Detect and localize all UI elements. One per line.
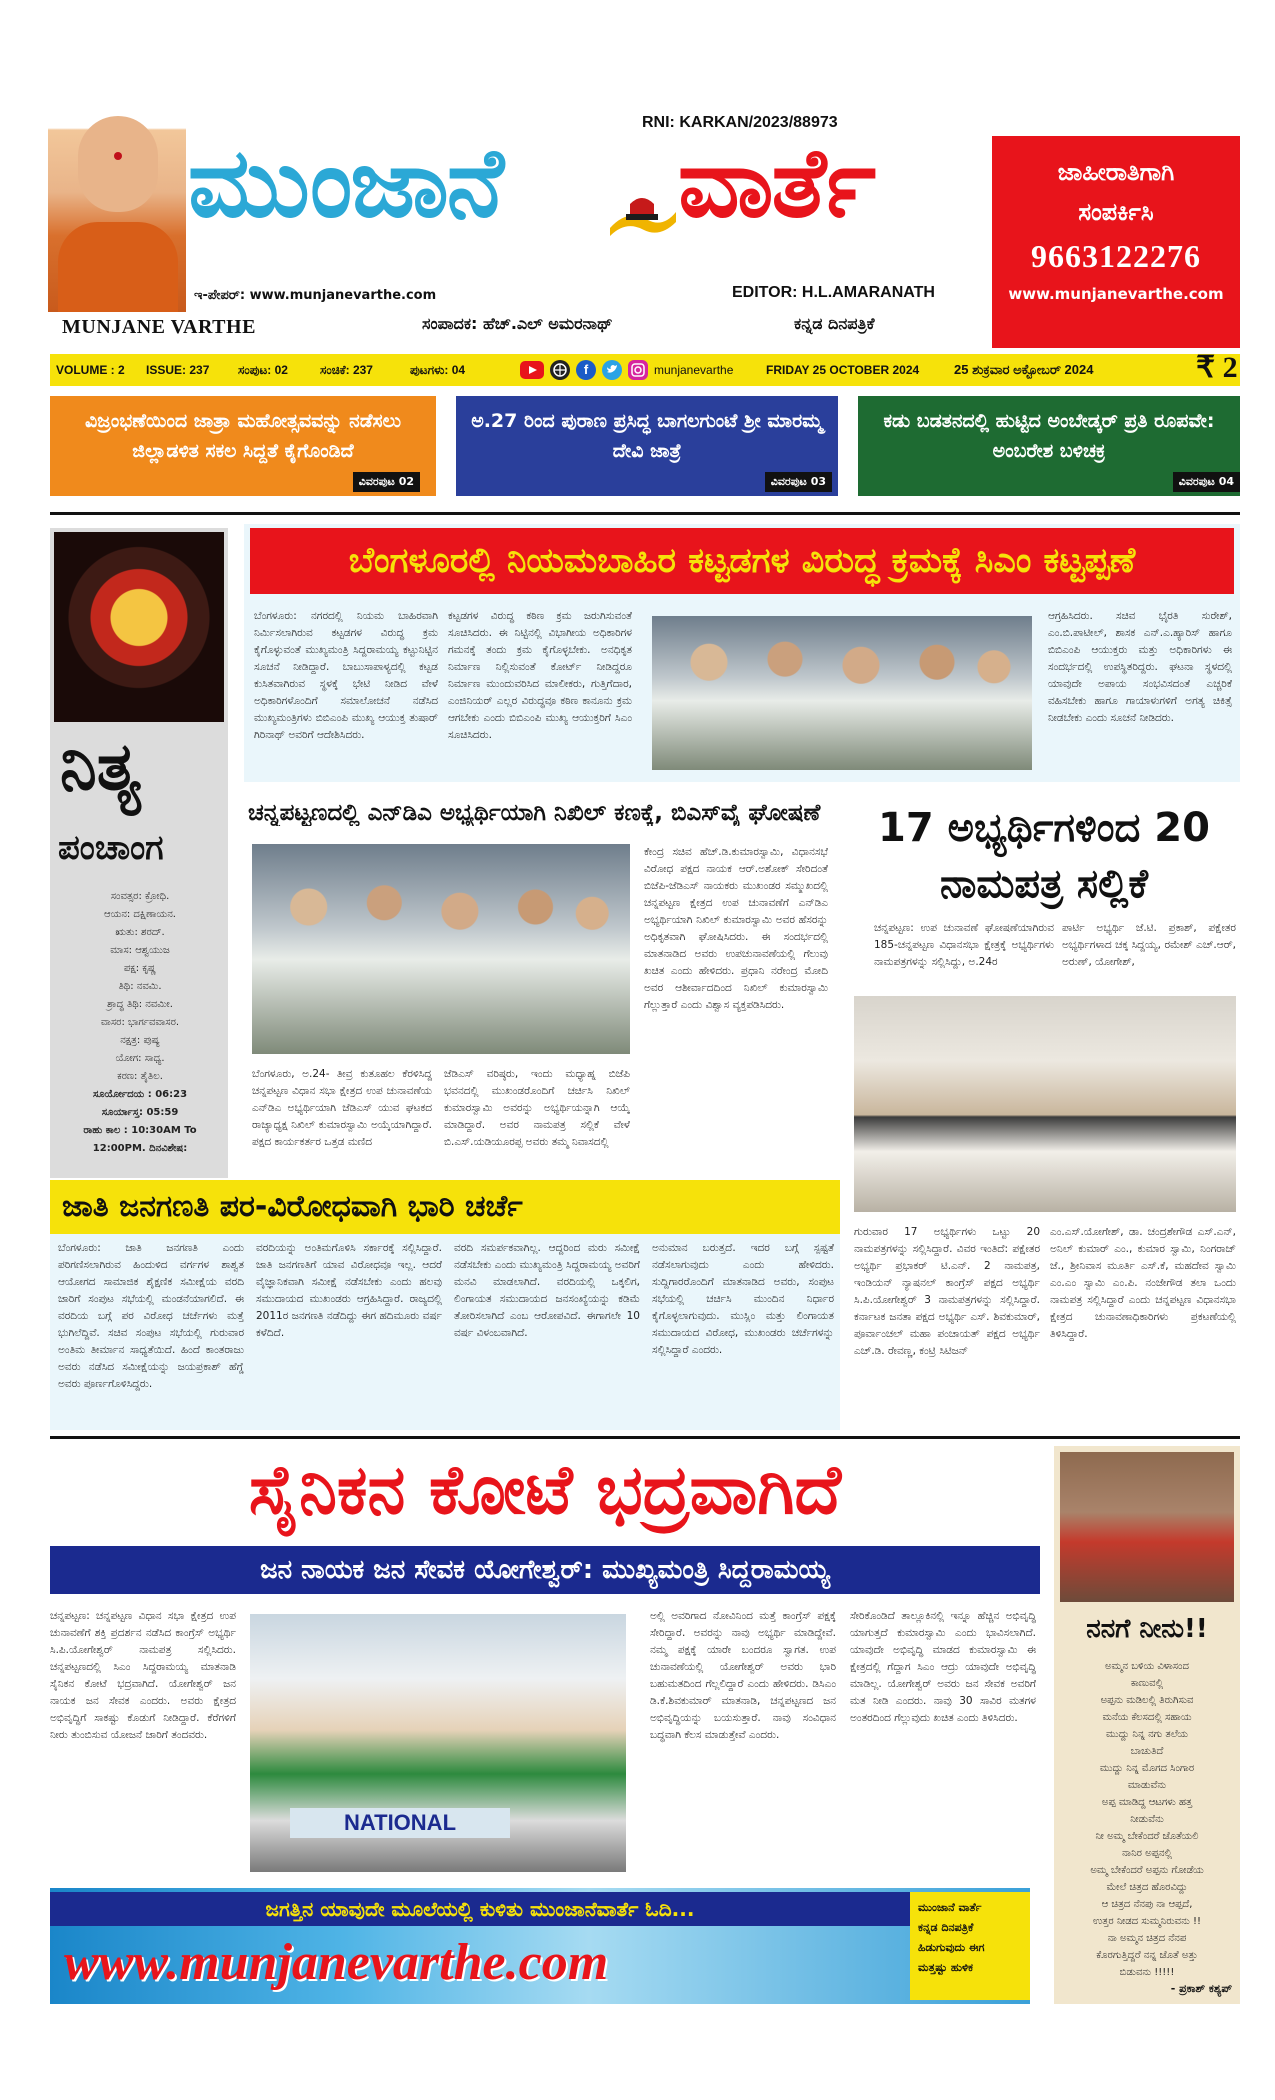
soldier-col-1: ಚನ್ನಪಟ್ಟಣ: ಚನ್ನಪಟ್ಟಣ ವಿಧಾನ ಸಭಾ ಕ್ಷೇತ್ರದ ಉಪ ಚುನಾವಣೆಗೆ ಶಕ್ತಿ ಪ್ರದರ್ಶನ ನಡೆಸಿದ ಕಾಂಗ್ರೆಸ್ ಅಭ್ಯರ್ಥಿ ಸಿ.ಪಿ.ಯೋಗೇಶ್ವರ್ ನಾಮಪತ್ರ ಸಲ್ಲಿಸಿದರು. ಚನ್ನಪಟ್ಟಣದಲ್ಲಿ ಸಿಎಂ ಸಿದ್ದರಾಮಯ್ಯ ಮಾತನಾಡಿ ಸೈನಿಕನ ಕೋಟೆ ಭದ್ರವಾಗಿದೆ. ಯೋಗೇಶ್ವರ್ ಜನ ನಾಯಕ ಜನ ಸೇವಕ ಎಂದರು. ಅವರು ಕ್ಷೇತ್ರದ ಅಭಿವೃದ್ಧಿಗೆ ಸಾಕಷ್ಟು ಕೊಡುಗೆ ನೀಡಿದ್ದಾರೆ. ಕೆರೆಗಳಿಗೆ ನೀರು ತುಂಬಿಸುವ ಯೋಜನೆ ಜಾರಿಗೆ ತಂದವರು. [50,1610,236,1741]
banner-url[interactable]: www.munjanevarthe.com [64,1934,609,1991]
poem-line: ಮನೆಯ ಕೆಲಸದಲ್ಲಿ ಸಹಾಯ [1102,1712,1192,1723]
issue: ISSUE: 237 [146,363,210,377]
soldier-headline: ಸೈನಿಕನ ಕೋಟೆ ಭದ್ರವಾಗಿದೆ [248,1451,842,1530]
poem-line: ಮಾಡುವೆನು [1127,1780,1167,1791]
paper-name-en: MUNJANE VARTHE [62,316,256,338]
panchanga-line: ಕರಣ: ತೈತಿಲ. [117,1071,163,1082]
nominations-headline: 17 ಅಭ್ಯರ್ಥಿಗಳಿಂದ 20 ನಾಮಪತ್ರ ಸಲ್ಲಿಕೆ [878,805,1210,907]
social-handle[interactable]: munjanevarthe [654,363,734,377]
teaser-tag: ವಿವರಪುಟ 02 [353,472,420,492]
teaser-1[interactable] [50,396,436,496]
poem-photo [1060,1452,1234,1602]
twitter-icon[interactable] [602,360,622,380]
panchanga-sidebar [50,528,228,1178]
caste-col-3: ವರದಿ ಸಮರ್ಪಕವಾಗಿಲ್ಲ. ಆದ್ದರಿಂದ ಮರು ಸಮೀಕ್ಷೆ ನಡೆಸಬೇಕು ಎಂದು ಮುಖ್ಯಮಂತ್ರಿ ಸಿದ್ದರಾಮಯ್ಯ ಅವರಿಗೆ ಮನವಿ ಮಾಡಲಾಗಿದೆ. ವರದಿಯಲ್ಲಿ ಒಕ್ಕಲಿಗ, ಲಿಂಗಾಯತ ಸಮುದಾಯದ ಜನಸಂಖ್ಯೆಯನ್ನು ಕಡಿಮೆ ತೋರಿಸಲಾಗಿದೆ ಎಂಬ ಆರೋಪವಿದೆ. ಈಗಾಗಲೇ 10 ವರ್ಷ ವಿಳಂಬವಾಗಿದೆ. [454,1242,640,1339]
masthead [48,112,1240,348]
soldier-photo [250,1614,626,1872]
panchanga-line: ಪಕ್ಷ: ಕೃಷ್ಣ [123,963,157,974]
masthead-title-right: ವಾರ್ತೆ [678,127,874,239]
instagram-icon[interactable] [628,360,648,380]
soldier-story [50,1446,1040,1876]
soldier-subheadline: ಜನ ನಾಯಕ ಜನ ಸೇವಕ ಯೋಗೇಶ್ವರ್: ಮುಖ್ಯಮಂತ್ರಿ ಸಿದ್ದರಾಮಯ್ಯ [50,1546,1040,1594]
poem-line: ಬಾಚುತಿದೆ [1130,1746,1164,1757]
date-en: FRIDAY 25 OCTOBER 2024 [766,363,920,377]
panchanga-line: ಮಾಸ: ಆಶ್ವಯುಜ [110,945,170,956]
vidhana-soudha-logo [608,190,678,240]
goddess-photo [54,532,224,722]
soldier-col-2: ಅಲ್ಲಿ ಅವರಿಗಾದ ನೋವಿನಿಂದ ಮತ್ತೆ ಕಾಂಗ್ರೆಸ್ ಪಕ್ಷಕ್ಕೆ ಸೇರಿದ್ದಾರೆ. ಅವರನ್ನು ನಾವು ಅಭ್ಯರ್ಥಿ ಮಾಡಿದ್ದೇವೆ. ನಮ್ಮ ಪಕ್ಷಕ್ಕೆ ಯಾರೇ ಬಂದರೂ ಸ್ವಾಗತ. ಉಪ ಚುನಾವಣೆಯಲ್ಲಿ ಯೋಗೇಶ್ವರ್ ಅವರು ಭಾರಿ ಬಹುಮತದಿಂದ ಗೆಲ್ಲಲಿದ್ದಾರೆ ಎಂದು ಹೇಳಿದರು. ಡಿಸಿಎಂ ಡಿ.ಕೆ.ಶಿವಕುಮಾರ್ ಮಾತನಾಡಿ, ಚನ್ನಪಟ್ಟಣದ ಜನ ಅಭಿವೃದ್ಧಿಯನ್ನು ಬಯಸುತ್ತಾರೆ. ನಾವು ಸಂವಿಧಾನ ಬದ್ಧವಾಗಿ ಕೆಲಸ ಮಾಡುತ್ತೇವೆ ಎಂದರು. [650,1610,836,1741]
nominations-story [848,796,1240,1396]
divider [50,1436,1240,1439]
divider [50,512,1240,515]
price: ₹ 2 [1196,351,1238,384]
sanchike: ಸಂಚಿಕೆ: 237 [320,363,373,377]
banner-side-line: ಮತ್ತಷ್ಟು ಹುಳಿಕ [918,1961,973,1974]
poem-line: ಅಪ್ಪನು ಮಡಿಲಲ್ಲಿ ತಿರುಗಿಸುವ [1100,1695,1194,1706]
banner-tagline: ಜಗತ್ತಿನ ಯಾವುದೇ ಮೂಲೆಯಲ್ಲಿ ಕುಳಿತು ಮುಂಜಾನೆವಾರ್ತೆ ಓದಿ... [50,1892,910,1926]
poem-author: - ಪ್ರಕಾಶ್ ಕಶ್ಯಪ್ [1170,1982,1232,1995]
poem-line: ನಾ ಅಮ್ಮನ ಚಿತ್ರದ ನೆನಪ [1107,1933,1187,1944]
poem-body [1060,1658,1234,1981]
lead-col-2: ಕಟ್ಟಡಗಳ ವಿರುದ್ಧ ಕಠಿಣ ಕ್ರಮ ಜರುಗಿಸುವಂತೆ ಸೂಚಿಸಿದರು. ಈ ನಿಟ್ಟಿನಲ್ಲಿ ವಿಭಾಗೀಯ ಅಧಿಕಾರಿಗಳ ಗಮನಕ್ಕೆ ತಂದು ಕ್ರಮ ಕೈಗೊಳ್ಳಬೇಕು. ಅನಧಿಕೃತ ನಿರ್ಮಾಣ ನಿಲ್ಲಿಸುವಂತೆ ಕೋರ್ಟ್ ನೀಡಿದ್ದರೂ ನಿರ್ಮಾಣ ಮುಂದುವರಿಸಿದ ಮಾಲೀಕರು, ಗುತ್ತಿಗೆದಾರ, ಎಂಜಿನಿಯರ್ ಎಲ್ಲರ ವಿರುದ್ಧವೂ ಕಠಿಣ ಕಾನೂನು ಕ್ರಮ ಆಗಬೇಕು ಎಂದು ಬಿಬಿಎಂಪಿ ಮುಖ್ಯ ಆಯುಕ್ತರಿಗೆ ಸಿಎಂ ಸೂಚಿಸಿದರು. [448,610,632,741]
poem-line: ಮೇಲೆ ಚಿತ್ರದ ಹೊರವಿದ್ದು [1106,1882,1188,1893]
caste-col-2: ವರದಿಯನ್ನು ಅಂತಿಮಗೊಳಿಸಿ ಸರ್ಕಾರಕ್ಕೆ ಸಲ್ಲಿಸಿದ್ದಾರೆ. ಜಾತಿ ಜನಗಣತಿಗೆ ಯಾವ ವಿರೋಧವೂ ಇಲ್ಲ. ಆದರೆ ವೈಜ್ಞಾನಿಕವಾಗಿ ಸಮೀಕ್ಷೆ ನಡೆಸಬೇಕು ಎಂದು ಹಲವು ಸಮುದಾಯದ ಮುಖಂಡರು ಆಗ್ರಹಿಸಿದ್ದಾರೆ. ರಾಜ್ಯದಲ್ಲಿ 2011ರ ಜನಗಣತಿ ನಡೆದಿದ್ದು ಈಗ ಹದಿಮೂರು ವರ್ಷ ಕಳೆದಿದೆ. [256,1242,442,1339]
panchanga-line: ಶ್ರಾದ್ಧ ತಿಥಿ: ನವಮೀ. [107,999,173,1010]
panchanga-line: ನಕ್ಷತ್ರ: ಪುಷ್ಯ [120,1035,160,1046]
soldier-col-3: ಸೇರಿಕೊಂಡಿದೆ ತಾಲ್ಲೂಕಿನಲ್ಲಿ ಇನ್ನೂ ಹೆಚ್ಚಿನ ಅಭಿವೃದ್ಧಿ ಯಾಗುತ್ತದೆ ಕುಮಾರಸ್ವಾಮಿ ಎಂದು ಭಾವಿಸಲಾಗಿದೆ. ಯಾವುದೇ ಅಭಿವೃದ್ಧಿ ಮಾಡದ ಕುಮಾರಸ್ವಾಮಿ ಈ ಕ್ಷೇತ್ರದಲ್ಲಿ ಗೆದ್ದಾಗ ಸಿಎಂ ಆದ್ರು ಯಾವುದೇ ಅಭಿವೃದ್ಧಿ ಮಾಡಿಲ್ಲ. ಯೋಗೇಶ್ವರ್ ಅವರು ಜನ ಸೇವಕ ಅವರಿಗೆ ಮತ ನೀಡಿ ಎಂದರು. ನಾವು 30 ಸಾವಿರ ಮತಗಳ ಅಂತರದಿಂದ ಗೆಲ್ಲುವುದು ಖಚಿತ ಎಂದು ತಿಳಿಸಿದರು. [850,1610,1036,1724]
panchanga-line: ಯೋಗ: ಸಾಧ್ಯ. [115,1053,165,1064]
banner-side-box [910,1892,1030,2000]
ad-site[interactable]: www.munjanevarthe.com [1008,285,1224,303]
daily-kn: ಕನ್ನಡ ದಿನಪತ್ರಿಕೆ [794,314,875,333]
poem-line: ನಾನಿರ ಅಪ್ಪನಲ್ಲಿ [1121,1848,1172,1859]
panchanga-line: ತಿಥಿ: ನವಮಿ. [118,981,162,992]
poem-line: ಬಿಡುವನು !!!!! [1119,1967,1175,1978]
teaser-2[interactable] [456,396,838,496]
volume: VOLUME : 2 [56,363,125,377]
ad-phone: 9663122276 [1031,238,1201,274]
youtube-icon[interactable] [520,361,544,379]
teaser-text: ವಿಜ್ರಂಭಣೆಯಿಂದ ಜಾತ್ರಾ ಮಹೋತ್ಸವವನ್ನು ನಡೆಸಲು ಜಿಲ್ಲಾಡಳಿತ ಸಕಲ ಸಿದ್ದತೆ ಕೈಗೊಂಡಿದೆ [84,410,402,462]
teaser-text: ಕಡು ಬಡತನದಲ್ಲಿ ಹುಟ್ಟಿದ ಅಂಬೇಡ್ಕರ್ ಪ್ರತಿ ರೂಪವೇ: ಅಂಬರೇಶ ಬಳಿಚಕ್ರ [883,410,1215,462]
founder-portrait [48,112,186,312]
teaser-3[interactable] [858,396,1240,496]
editor-kn: ಸಂಪಾದಕ: ಹೆಚ್.ಎಲ್ ಅಮರನಾಥ್ [422,314,613,333]
panchanga-line: ಸಂವತ್ಸರ: ಕ್ರೋಧಿ. [110,891,170,902]
panchanga-line: ಋತು: ಶರದ್. [115,927,165,938]
nominations-col-2: ಪಾರ್ಟಿ ಅಭ್ಯರ್ಥಿ ಜೆ.ಟಿ. ಪ್ರಕಾಶ್, ಪಕ್ಷೇತರ ಅಭ್ಯರ್ಥಿಗಳಾದ ಚಕ್ಕ ಸಿದ್ದಯ್ಯ, ರಮೇಶ್ ಎಚ್.ಆರ್, ಅರುಣ್, ಯೋಗೇಶ್, [1062,922,1236,968]
poem-line: ನೀಡುವೆನು [1130,1814,1164,1825]
banner-side-line: ಕನ್ನಡ ದಿನಪತ್ರಿಕೆ [918,1921,974,1934]
lead-story [244,524,1240,782]
pages: ಪುಟಗಳು: 04 [410,363,466,377]
samputa: ಸಂಪುಟ: 02 [238,363,288,377]
date-kn: 25 ಶುಕ್ರವಾರ ಅಕ್ಟೋಬರ್ 2024 [954,362,1094,377]
caste-headline: ಜಾತಿ ಜನಗಣತಿ ಪರ-ವಿರೋಧವಾಗಿ ಭಾರಿ ಚರ್ಚೆ [50,1180,840,1234]
poem-line: ಕೊರಗುತ್ತಿದ್ದರೆ ನನ್ನ ಜೊತೆ ಅತ್ತು [1096,1950,1198,1961]
caste-col-4: ಅನುಮಾನ ಬರುತ್ತದೆ. ಇದರ ಬಗ್ಗೆ ಸ್ಪಷ್ಟತೆ ನಡೆಸಲಾಗುವುದು ಎಂದು ಹೇಳಿದರು. ಸುದ್ದಿಗಾರರೊಂದಿಗೆ ಮಾತನಾಡಿದ ಅವರು, ಸಂಪುಟ ಸಭೆಯಲ್ಲಿ ಚರ್ಚಿಸಿ ಮುಂದಿನ ನಿರ್ಧಾರ ಕೈಗೊಳ್ಳಲಾಗುವುದು. ಮುಸ್ಲಿಂ ಮತ್ತು ಲಿಂಗಾಯತ ಸಮುದಾಯದ ವಿರೋಧ, ಮುಖಂಡರು ಚರ್ಚೆಗಳನ್ನು ಸಲ್ಲಿಸಿದ್ದಾರೆ ಎಂದರು. [652,1242,834,1356]
epaper-link[interactable]: ಇ-ಪೇಪರ್: www.munjanevarthe.com [194,288,437,303]
website-banner[interactable] [50,1888,1030,2004]
banner-side-line: ಹಿಡುಗುವುದು ಈಗ [918,1941,985,1954]
facebook-icon[interactable]: f [576,360,596,380]
poem-line: ಮುದ್ದು ನಿನ್ನ ಮೊಗದ ಸಿಂಗಾರ [1099,1763,1195,1774]
ad-line1: ಜಾಹೀರಾತಿಗಾಗಿ [1057,158,1175,186]
panchanga-line: ಸೂರ್ಯೋದಯ : 06:23 [92,1089,188,1100]
panchanga-line: ವಾಸರ: ಭಾರ್ಗವವಾಸರ. [100,1017,180,1028]
info-bar [50,351,1240,386]
masthead-title-left: ಮುಂಜಾನೆ [188,127,502,239]
caste-story [50,1180,840,1430]
channapatna-col-b1: ಬೆಂಗಳೂರು, ಅ.24- ತೀವ್ರ ಕುತೂಹಲ ಕೆರಳಿಸಿದ್ದ ಚನ್ನಪಟ್ಟಣ ವಿಧಾನ ಸಭಾ ಕ್ಷೇತ್ರದ ಉಪ ಚುನಾವಣೆಯ ಎನ್‌ಡಿಎ ಅಭ್ಯರ್ಥಿಯಾಗಿ ಜೆಡಿಎಸ್ ಯುವ ಘಟಕದ ರಾಜ್ಯಾಧ್ಯಕ್ಷ ನಿಖಿಲ್ ಕುಮಾರಸ್ವಾಮಿ ಅಯ್ಕೆಯಾಗಿದ್ದಾರೆ. ಪಕ್ಷದ ಕಾರ್ಯಕರ್ತರ ಒತ್ತಡ ಮಣಿದ [252,1068,432,1148]
poem-line: ಅಮ್ಮ ಬೇಕೆಂದರೆ ಅಪ್ಪನು ಗೋಡೆಯ [1090,1865,1204,1876]
poem-sidebar [1054,1446,1240,2004]
nominations-photo [854,996,1236,1212]
poem-line: ಆ ಚಿತ್ರದ ನೆನಪು ನಾ ಆಪ್ಪದೆ, [1101,1899,1193,1910]
banner-side-line: ಮುಂಜಾನೆ ವಾರ್ತೆ [918,1901,982,1914]
channapatna-col-right: ಕೇಂದ್ರ ಸಚಿವ ಹೆಚ್.ಡಿ.ಕುಮಾರಸ್ವಾಮಿ, ವಿಧಾನಸಭೆ ವಿರೋಧ ಪಕ್ಷದ ನಾಯಕ ಆರ್.ಅಶೋಕ್ ಸೇರಿದಂತೆ ಬಿಜೆಪಿ-ಜೆಡಿಎಸ್ ನಾಯಕರು ಮುಖಂಡರ ಸಮ್ಮುಖದಲ್ಲಿ ಚನ್ನಪಟ್ಟಣ ಕ್ಷೇತ್ರದ ಉಪ ಚುನಾವಣೆಗೆ ಎನ್‌ಡಿಎ ಅಭ್ಯರ್ಥಿಯಾಗಿ ನಿಖಿಲ್ ಕುಮಾರಸ್ವಾಮಿ ಅವರ ಹೆಸರನ್ನು ಅಧಿಕೃತವಾಗಿ ಘೋಷಿಸಿದರು. ಈ ಸಂದರ್ಭದಲ್ಲಿ ಮಾತನಾಡಿದ ಅವರು ಉಪಚುನಾವಣೆಯಲ್ಲಿ ಗೆಲುವು ಖಚಿತ ಎಂದು ಹೇಳಿದರು. ಪ್ರಧಾನಿ ನರೇಂದ್ರ ಮೋದಿ ಅವರ ಆಶೀರ್ವಾದದಿಂದ ನಿಖಿಲ್ ಕುಮಾರಸ್ವಾಮಿ ಗೆಲ್ಲುತ್ತಾರೆ ಎಂದು ವಿಶ್ವಾಸ ವ್ಯಕ್ತಪಡಿಸಿದರು. [644,846,828,1011]
poem-line: ಕಾಣುವಲ್ಲಿ [1130,1678,1164,1689]
panchanga-list [60,888,220,1158]
teaser-text: ಅ.27 ರಿಂದ ಪುರಾಣ ಪ್ರಸಿದ್ಧ ಬಾಗಲಗುಂಟೆ ಶ್ರೀ ಮಾರಮ್ಮ ದೇವಿ ಜಾತ್ರೆ [471,410,823,462]
poem-line: ನೀ ಅಮ್ಮ ಬೇಕೆಂದರೆ ಜೊತೆಯಲಿ [1095,1831,1199,1842]
panchanga-line: ಆಯನ: ದಕ್ಷಿಣಾಯನ. [104,909,176,920]
lead-col-1: ಬೆಂಗಳೂರು: ನಗರದಲ್ಲಿ ನಿಯಮ ಬಾಹಿರವಾಗಿ ನಿರ್ಮಿಸಲಾಗಿರುವ ಕಟ್ಟಡಗಳ ವಿರುದ್ಧ ಕ್ರಮ ಕೈಗೊಳ್ಳುವಂತೆ ಮುಖ್ಯಮಂತ್ರಿ ಸಿದ್ದರಾಮಯ್ಯ ಕಟ್ಟುನಿಟ್ಟಿನ ಸೂಚನೆ ನೀಡಿದ್ದಾರೆ. ಬಾಬುಸಾಪಾಳ್ಯದಲ್ಲಿ ಕಟ್ಟಡ ಕುಸಿತವಾಗಿರುವ ಸ್ಥಳಕ್ಕೆ ಭೇಟಿ ನೀಡಿದ ವೇಳೆ ಅಧಿಕಾರಿಗಳೊಂದಿಗೆ ಸಮಾಲೋಚನೆ ನಡೆಸಿದ ಮುಖ್ಯಮಂತ್ರಿಗಳು ಬಿಬಿಎಂಪಿ ಮುಖ್ಯ ಆಯುಕ್ತ ತುಷಾರ್ ಗಿರಿನಾಥ್ ಅವರಿಗೆ ಆದೇಶಿಸಿದರು. [254,610,438,741]
lead-photo [652,616,1032,770]
nominations-bottom-2: ಎಂ.ಎಸ್.ಯೋಗೇಶ್, ಡಾ. ಚಂದ್ರಶೇಗೌಡ ಎಸ್.ಎನ್, ಅನಿಲ್ ಕುಮಾರ್ ಎಂ., ಕುಮಾರ ಸ್ವಾಮಿ, ನಿಂಗರಾಜ್ ಜೆ., ಶ್ರೀನಿವಾಸ ಮೂರ್ತಿ ಎಸ್.ಕೆ, ಮಹದೇವ ಸ್ವಾಮಿ ಎಂ.ಎಂ ಸ್ವಾಮಿ ಎಂ.ಪಿ. ನಂಜೇಗೌಡ ತಲಾ ಒಂದು ನಾಮಪತ್ರ ಸಲ್ಲಿಸಿದ್ದಾರೆ ಎಂದು ಚನ್ನಪಟ್ಟಣ ವಿಧಾನಸಭಾ ಕ್ಷೇತ್ರದ ಚುನಾವಣಾಧಿಕಾರಿಗಳು ಪ್ರಕಟಣೆಯಲ್ಲಿ ತಿಳಿಸಿದ್ದಾರೆ. [1050,1226,1236,1340]
panchanga-line: ಸೂರ್ಯಾಸ್ತ: 05:59 [101,1107,179,1118]
panchanga-title-1: ನಿತ್ಯ [60,728,141,805]
channapatna-col-b2: ಜೆಡಿಎಸ್ ವರಿಷ್ಠರು, ಇಂದು ಮಧ್ಯಾಹ್ನ ಬಿಜೆಪಿ ಭವನದಲ್ಲಿ ಮುಖಂಡರೊಂದಿಗೆ ಚರ್ಚಿಸಿ ನಿಖಿಲ್ ಕುಮಾರಸ್ವಾಮಿ ಅವರನ್ನು ಅಭ್ಯರ್ಥಿಯನ್ನಾಗಿ ಆಯ್ಕೆ ಮಾಡಿದ್ದಾರೆ. ಅವರ ನಾಮಪತ್ರ ಸಲ್ಲಿಕೆ ವೇಳೆ ಬಿ.ಎಸ್.ಯಡಿಯೂರಪ್ಪ ಅವರು ತಮ್ಮ ನಿವಾಸದಲ್ಲಿ [444,1068,630,1148]
poem-line: ಮುದ್ದು ನಿನ್ನ ನಗು ತಲೆಯ [1106,1729,1188,1740]
teaser-tag: ವಿವರಪುಟ 03 [765,472,832,492]
rni-number: RNI: KARKAN/2023/88973 [642,114,838,131]
nominations-bottom-1: ಗುರುವಾರ 17 ಅಭ್ಯರ್ಥಿಗಳು ಒಟ್ಟು 20 ನಾಮಪತ್ರಗಳನ್ನು ಸಲ್ಲಿಸಿದ್ದಾರೆ. ವಿವರ ಇಂತಿದೆ: ಪಕ್ಷೇತರ ಅಭ್ಯರ್ಥಿ ಪ್ರಭಾಕರ್ ಟಿ.ಎನ್. 2 ನಾಮಪತ್ರ, ಇಂಡಿಯನ್ ನ್ಯಾಷನಲ್ ಕಾಂಗ್ರೆಸ್ ಪಕ್ಷದ ಅಭ್ಯರ್ಥಿ ಸಿ.ಪಿ.ಯೋಗೇಶ್ವರ್ 3 ನಾಮಪತ್ರಗಳನ್ನು ಸಲ್ಲಿಸಿದ್ದಾರೆ. ಕರ್ನಾಟಕ ಜನತಾ ಪಕ್ಷದ ಅಭ್ಯರ್ಥಿ ಎಸ್. ಶಿವಕುಮಾರ್, ಪೂರ್ವಾಂಚಲ್ ಮಹಾ ಪಂಚಾಯತ್ ಪಕ್ಷದ ಅಭ್ಯರ್ಥಿ ಎಚ್.ಡಿ. ರೇವಣ್ಣ, ಕಂಟ್ರಿ ಸಿಟಿಜನ್ [854,1226,1040,1357]
panchanga-title-2: ಪಂಚಾಂಗ [58,828,164,868]
caste-col-1: ಬೆಂಗಳೂರು: ಜಾತಿ ಜನಗಣತಿ ಎಂದು ಪರಿಗಣಿಸಲಾಗಿರುವ ಹಿಂದುಳಿದ ವರ್ಗಗಳ ಶಾಶ್ವತ ಆಯೋಗದ ಸಾಮಾಜಿಕ ಶೈಕ್ಷಣಿಕ ಸಮೀಕ್ಷೆಯ ವರದಿ ಜಾರಿಗೆ ಸಂಪುಟ ಸಭೆಯಲ್ಲಿ ಮಂಡನೆಯಾಗಲಿದೆ. ಈ ವರದಿಯ ಬಗ್ಗೆ ಪರ ವಿರೋಧ ಚರ್ಚೆಗಳು ಮತ್ತೆ ಭುಗಿಲೆದ್ದಿವೆ. ಸಚಿವ ಸಂಪುಟ ಸಭೆಯಲ್ಲಿ ಗುರುವಾರ ಅಂತಿಮ ತೀರ್ಮಾನ ಸಾಧ್ಯತೆಯಿದೆ. ಹಿಂದೆ ಕಾಂತರಾಜು ಅವರು ನಡೆಸಿದ ಸಮೀಕ್ಷೆಯನ್ನು ಜಯಪ್ರಕಾಶ್ ಹೆಗ್ಡೆ ಅವರು ಪೂರ್ಣಗೊಳಿಸಿದ್ದರು. [58,1242,244,1390]
poem-line: ಅಪ್ಪ ಮಾಡಿದ್ದ ಆಟಗಳು ಹತ್ತ [1101,1797,1193,1808]
editor-en: EDITOR: H.L.AMARANATH [732,284,935,301]
teaser-tag: ವಿವರಪುಟ 04 [1173,472,1240,492]
channapatna-photo [252,844,630,1054]
panchanga-line: ರಾಹು ಕಾಲ : 10:30AM To 12:00PM. ದಿನವಿಶೇಷ: [83,1125,197,1154]
channapatna-headline: ಚನ್ನಪಟ್ಟಣದಲ್ಲಿ ಎನ್‌ಡಿಎ ಅಭ್ಯರ್ಥಿಯಾಗಿ ನಿಖಿಲ್ ಕಣಕ್ಕೆ, ಬಿಎಸ್‌ವೈ ಘೋಷಣೆ [248,800,821,826]
nominations-col-1: ಚನ್ನಪಟ್ಟಣ: ಉಪ ಚುನಾವಣೆ ಘೋಷಣೆಯಾಗಿರುವ 185-ಚನ್ನಪಟ್ಟಣ ವಿಧಾನಸಭಾ ಕ್ಷೇತ್ರಕ್ಕೆ ಅಭ್ಯರ್ಥಿಗಳು ನಾಮಪತ್ರಗಳನ್ನು ಸಲ್ಲಿಸಿದ್ದು, ಅ.24ರ [874,922,1054,968]
globe-icon[interactable] [550,360,570,380]
poem-line: ಅಮ್ಮನ ಬಳಿಯ ವಿಳಾಸಂದ [1105,1661,1189,1672]
lead-headline: ಬೆಂಗಳೂರಲ್ಲಿ ನಿಯಮಬಾಹಿರ ಕಟ್ಟಡಗಳ ವಿರುದ್ಧ ಕ್ರಮಕ್ಕೆ ಸಿಎಂ ಕಟ್ಟಪ್ಪಣೆ [250,528,1234,594]
channapatna-story [244,796,832,1166]
lead-col-3: ಆಗ್ರಹಿಸಿದರು. ಸಚಿವ ಭೈರತಿ ಸುರೇಶ್, ಎಂ.ಬಿ.ಪಾಟೀಲ್, ಶಾಸಕ ಎನ್.ಎ.ಹ್ಯಾರಿಸ್ ಹಾಗೂ ಬಿಬಿಎಂಪಿ ಆಯುಕ್ತರು ಮತ್ತು ಅಧಿಕಾರಿಗಳು ಈ ಸಂದರ್ಭದಲ್ಲಿ ಉಪಸ್ಥಿತರಿದ್ದರು. ಘಟನಾ ಸ್ಥಳದಲ್ಲಿ ಯಾವುದೇ ಅಪಾಯ ಸಂಭವಿಸದಂತೆ ಎಚ್ಚರಿಕೆ ವಹಿಸಬೇಕು ಹಾಗೂ ಗಾಯಾಳುಗಳಿಗೆ ಅಗತ್ಯ ಚಿಕಿತ್ಸೆ ನೀಡಬೇಕು ಎಂದು ಸೂಚನೆ ನೀಡಿದರು. [1048,610,1232,724]
poem-title: ನನಗೆ ನೀನು!! [1086,1614,1208,1644]
campaign-banner: NATIONAL [290,1808,510,1838]
ad-contact-box [992,136,1240,348]
ad-line2: ಸಂಪರ್ಕಿಸಿ [1078,198,1154,226]
poem-line: ಉತ್ತರ ನೀಡದ ಸುಮ್ಮನಿರುವನು !! [1092,1916,1202,1927]
